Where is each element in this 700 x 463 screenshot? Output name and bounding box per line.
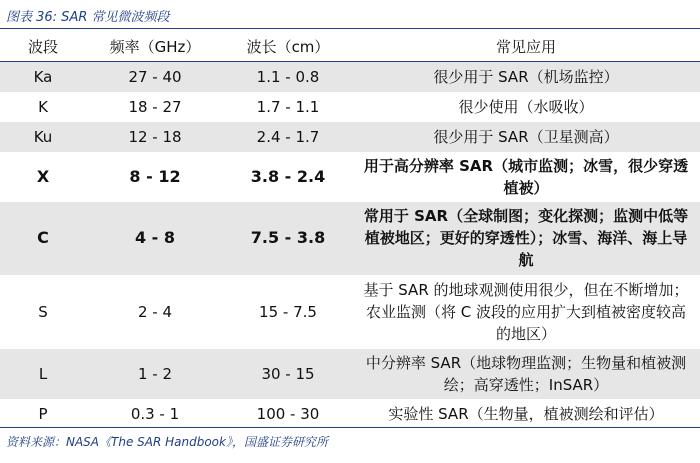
cell-band: Ku: [0, 122, 86, 152]
cell-application: 实验性 SAR（生物量，植被测绘和评估）: [352, 399, 700, 429]
cell-application: 常用于 SAR（全球制图；变化探测；监测中低等植被地区；更好的穿透性）；冰雪、海洋、海上导航: [352, 202, 700, 275]
table-row: [0, 399, 700, 429]
bottom-rule: [0, 427, 700, 428]
cell-application: 很少用于 SAR（卫星测高）: [352, 122, 700, 152]
cell-band: C: [0, 202, 86, 275]
header-frequency: 频率（GHz）: [86, 33, 224, 62]
table-row: [0, 152, 700, 202]
cell-frequency: 18 - 27: [86, 92, 224, 122]
cell-frequency: 1 - 2: [86, 349, 224, 399]
table-row: [0, 349, 700, 399]
table-row: [0, 92, 700, 122]
cell-application: 很少用于 SAR（机场监控）: [352, 62, 700, 92]
cell-wavelength: 3.8 - 2.4: [224, 152, 352, 202]
cell-application: 基于 SAR 的地球观测使用很少，但在不断增加；农业监测（将 C 波段的应用扩大到植被密度较高的地区）: [352, 275, 700, 349]
cell-wavelength: 7.5 - 3.8: [224, 202, 352, 275]
cell-frequency: 27 - 40: [86, 62, 224, 92]
cell-band: Ka: [0, 62, 86, 92]
cell-band: K: [0, 92, 86, 122]
cell-frequency: 2 - 4: [86, 275, 224, 349]
cell-wavelength: 30 - 15: [224, 349, 352, 399]
cell-band: S: [0, 275, 86, 349]
cell-wavelength: 1.1 - 0.8: [224, 62, 352, 92]
cell-band: P: [0, 399, 86, 429]
cell-frequency: 0.3 - 1: [86, 399, 224, 429]
table-row: [0, 62, 700, 92]
header-band: 波段: [0, 33, 86, 62]
cell-wavelength: 1.7 - 1.1: [224, 92, 352, 122]
cell-wavelength: 100 - 30: [224, 399, 352, 429]
table-row: [0, 202, 700, 275]
cell-band: L: [0, 349, 86, 399]
cell-application: 用于高分辨率 SAR（城市监测；冰雪，很少穿透植被）: [352, 152, 700, 202]
cell-wavelength: 15 - 7.5: [224, 275, 352, 349]
table-caption: 图表 36: SAR 常见微波频段: [6, 10, 170, 25]
source-note: 资料来源：NASA《The SAR Handbook》，国盛证券研究所: [6, 435, 328, 449]
cell-band: X: [0, 152, 86, 202]
cell-frequency: 12 - 18: [86, 122, 224, 152]
cell-frequency: 4 - 8: [86, 202, 224, 275]
top-rule: [0, 28, 700, 29]
cell-application: 很少使用（水吸收）: [352, 92, 700, 122]
cell-frequency: 8 - 12: [86, 152, 224, 202]
cell-wavelength: 2.4 - 1.7: [224, 122, 352, 152]
sar-band-table: [0, 33, 700, 429]
header-wavelength: 波长（cm）: [224, 33, 352, 62]
cell-application: 中分辨率 SAR（地球物理监测；生物量和植被测绘；高穿透性；InSAR）: [352, 349, 700, 399]
table-header-row: [0, 33, 700, 62]
table-row: [0, 122, 700, 152]
table-row: [0, 275, 700, 349]
header-application: 常见应用: [352, 33, 700, 62]
